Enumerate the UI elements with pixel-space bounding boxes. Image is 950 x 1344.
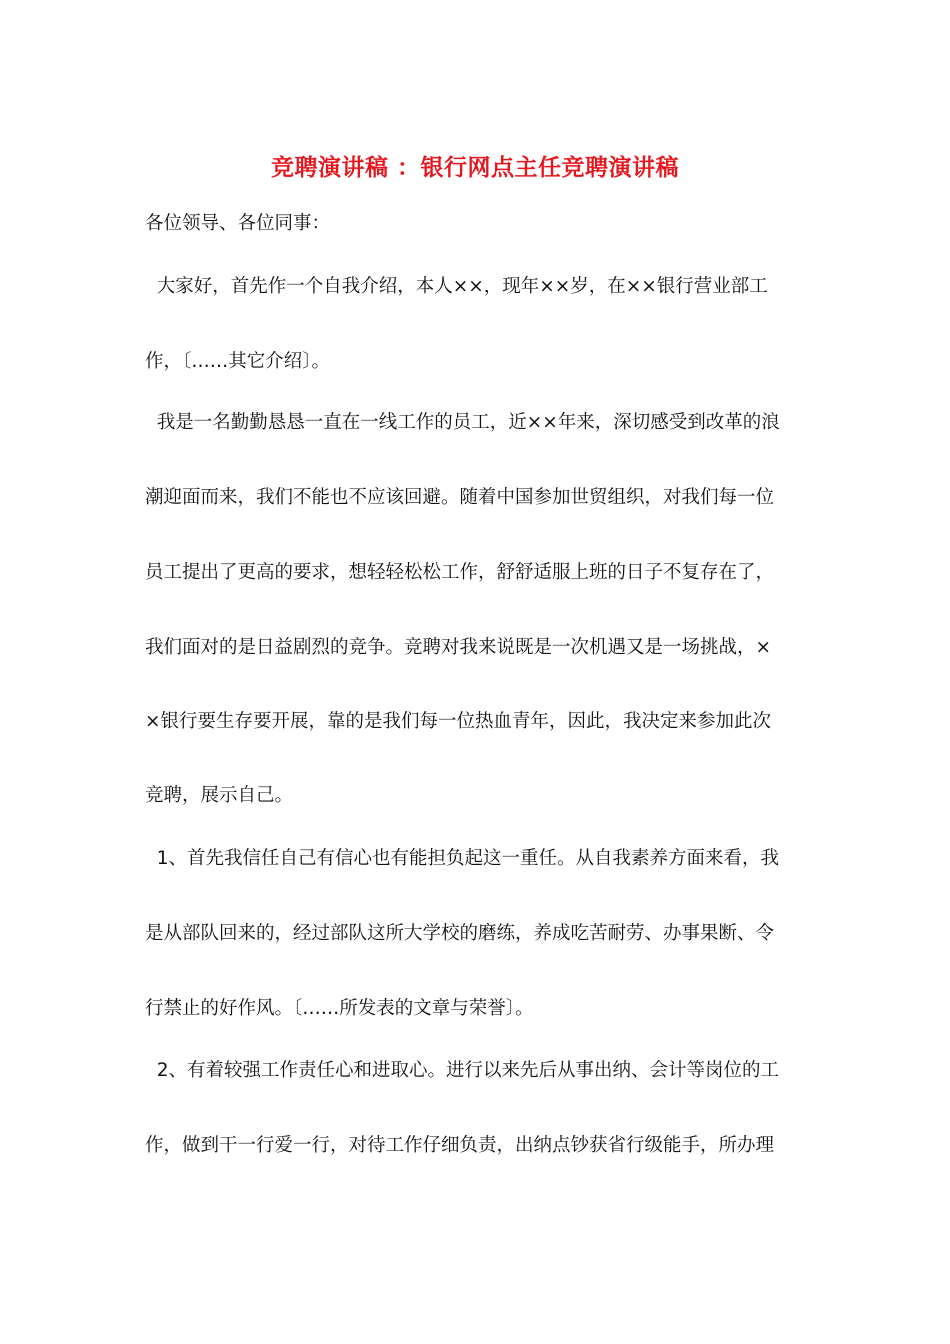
body-line: 员工提出了更高的要求，想轻轻松松工作，舒舒适服上班的日子不复存在了， xyxy=(145,562,775,583)
body-line: 潮迎面而来，我们不能也不应该回避。随着中国参加世贸组织，对我们每一位 xyxy=(145,487,775,508)
greeting-line: 各位领导、各位同事： xyxy=(145,213,331,234)
body-line: ×银行要生存要开展，靠的是我们每一位热血青年，因此，我决定来参加此次 xyxy=(145,711,772,732)
list-item-2-line: 2、有着较强工作责任心和进取心。进行以来先后从事出纳、会计等岗位的工 xyxy=(145,1060,780,1081)
body-line: 作，做到干一行爱一行，对待工作仔细负责，出纳点钞获省行级能手，所办理 xyxy=(145,1135,775,1156)
document-title: 竞聘演讲稿 ：银行网点主任竞聘演讲稿 xyxy=(270,154,679,181)
body-line: 我们面对的是日益剧烈的竞争。竞聘对我来说既是一次机遇又是一场挑战，× xyxy=(145,637,772,658)
body-line: 竞聘，展示自己。 xyxy=(145,785,294,806)
body-line: 行禁止的好作风。〔……所发表的文章与荣誉〕。 xyxy=(145,998,534,1019)
body-line: 大家好，首先作一个自我介绍，本人××，现年××岁，在××银行营业部工 xyxy=(145,276,768,297)
body-line: 是从部队回来的，经过部队这所大学校的磨练，养成吃苦耐劳、办事果断、令 xyxy=(145,923,775,944)
body-line: 作，〔……其它介绍〕。 xyxy=(145,351,331,372)
body-line: 我是一名勤勤恳恳一直在一线工作的员工，近××年来，深切感受到改革的浪 xyxy=(145,412,780,433)
list-item-1-line: 1、首先我信任自己有信心也有能担负起这一重任。从自我素养方面来看，我 xyxy=(145,848,780,869)
